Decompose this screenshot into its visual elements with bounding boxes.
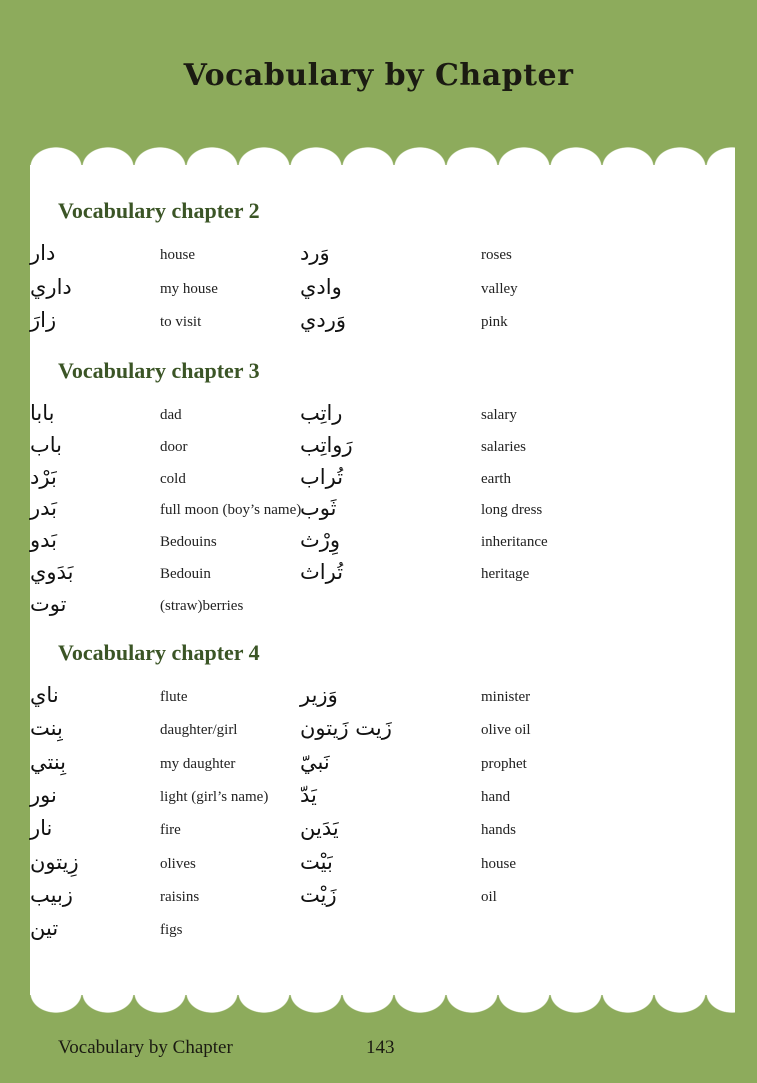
arabic-word: زِيتون [30, 849, 79, 874]
english-translation: long dress [481, 502, 543, 519]
arabic-word: ثَوب [300, 496, 337, 521]
english-translation: hands [481, 822, 516, 839]
vocab-entry [300, 274, 681, 311]
english-translation: figs [160, 922, 183, 939]
english-translation: oil [481, 888, 497, 905]
english-translation: olives [160, 855, 196, 872]
page-number: 143 [366, 1037, 395, 1058]
arabic-word: زَيْت [300, 882, 337, 907]
english-translation: dad [160, 407, 182, 423]
vocab-entry [300, 882, 681, 919]
arabic-word: يَدَين [300, 816, 339, 841]
vocab-entry [300, 241, 681, 277]
arabic-word: تين [30, 916, 59, 941]
english-translation: salaries [481, 438, 526, 455]
english-translation: door [160, 438, 188, 455]
english-translation: daughter/girl [160, 722, 238, 739]
english-translation: inheritance [481, 534, 548, 551]
english-translation: fire [160, 822, 181, 839]
section-heading: Vocabulary chapter 4 [58, 640, 260, 665]
english-translation: raisins [160, 888, 200, 905]
english-translation: Bedouins [160, 534, 217, 551]
vocab-entry [300, 749, 681, 786]
arabic-word: نَبيّ [300, 749, 330, 774]
arabic-word: توت [30, 591, 67, 616]
english-translation: full moon (boy’s name) [160, 502, 302, 519]
arabic-word: زبيب [30, 882, 73, 907]
english-translation: to visit [160, 314, 202, 330]
arabic-word: ناي [30, 683, 59, 707]
arabic-word: وِرْث [300, 528, 341, 553]
arabic-word: بَرْد [30, 464, 57, 489]
arabic-word: بابا [30, 401, 55, 425]
arabic-word: زَيت زَيتون [300, 716, 392, 741]
arabic-word: بَدر [30, 496, 58, 521]
arabic-word: بَيْت [300, 849, 333, 874]
vocab-entry [300, 683, 681, 719]
vocab-entry [300, 849, 681, 886]
arabic-word: تُراث [300, 560, 344, 584]
page-title: Vocabulary by Chapter [183, 58, 574, 93]
english-translation: roses [481, 247, 512, 263]
vocab-entry [300, 308, 681, 344]
vocab-entry [30, 591, 360, 628]
english-translation: valley [481, 280, 518, 297]
vocab-entry [300, 782, 681, 819]
english-translation: earth [481, 470, 511, 487]
english-translation: light (girl’s name) [160, 788, 269, 805]
scalloped-border-top [30, 145, 735, 167]
arabic-word: يَدّ [300, 782, 317, 807]
arabic-word: وادي [300, 274, 342, 299]
arabic-word: باب [30, 432, 63, 457]
arabic-word: وَزير [300, 683, 338, 707]
english-translation: my house [160, 280, 218, 297]
arabic-word: بَدَوي [30, 560, 74, 584]
arabic-word: تُراب [300, 464, 344, 489]
arabic-word: وَردي [300, 308, 347, 332]
arabic-word: راتِب [300, 401, 343, 425]
arabic-word: زارَ [30, 308, 57, 332]
english-translation: cold [160, 470, 186, 487]
english-translation: house [481, 855, 516, 872]
arabic-word: داري [30, 274, 72, 299]
section-heading: Vocabulary chapter 2 [58, 198, 260, 223]
english-translation: flute [160, 689, 188, 705]
vocab-entry [300, 560, 681, 596]
vocab-entry [300, 816, 681, 852]
section-heading: Vocabulary chapter 3 [58, 358, 260, 383]
english-translation: heritage [481, 566, 530, 582]
arabic-word: نور [30, 782, 57, 807]
english-translation: my daughter [160, 755, 236, 772]
english-translation: Bedouin [160, 566, 211, 582]
arabic-word: بِنتي [30, 749, 67, 774]
footer-label: Vocabulary by Chapter [58, 1037, 233, 1058]
english-translation: prophet [481, 755, 527, 772]
english-translation: (straw)berries [160, 597, 244, 614]
arabic-word: دار [30, 241, 56, 265]
english-translation: hand [481, 788, 511, 805]
arabic-word: رَواتِب [300, 432, 353, 457]
english-translation: minister [481, 689, 531, 705]
vocab-entry [30, 916, 360, 952]
arabic-word: بَدو [30, 528, 58, 553]
scalloped-border-bottom [30, 993, 735, 1015]
english-translation: pink [481, 314, 508, 330]
english-translation: house [160, 247, 195, 263]
english-translation: salary [481, 407, 517, 423]
arabic-word: نار [30, 816, 53, 841]
vocab-entry [300, 716, 681, 752]
arabic-word: بِنت [30, 716, 63, 741]
arabic-word: وَرد [300, 241, 330, 265]
english-translation: olive oil [481, 722, 531, 739]
